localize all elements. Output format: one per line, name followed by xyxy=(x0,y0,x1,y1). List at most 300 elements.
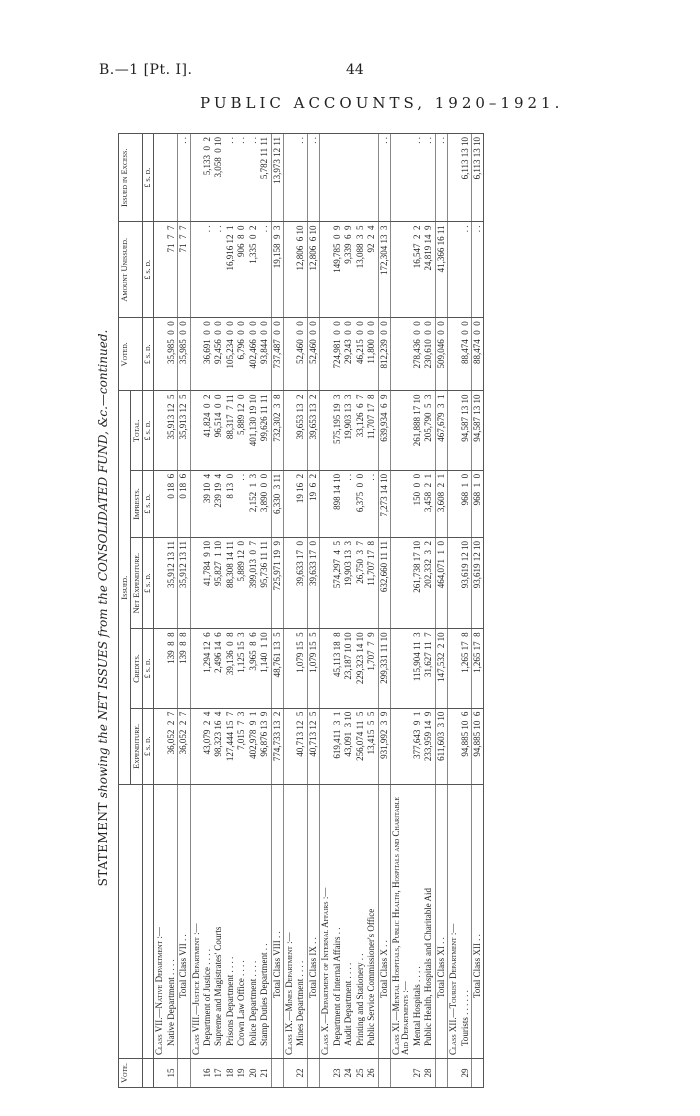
vote-number: 24 xyxy=(343,1059,354,1088)
cell-unis: 71 7 7 xyxy=(166,222,178,318)
cell-exp: 94,885 10 6 xyxy=(460,708,472,784)
cell-cred xyxy=(284,629,296,708)
cell-cred: 1,079 15 5 xyxy=(295,629,307,708)
cell-imp: 968 1 0 xyxy=(460,470,472,537)
cell-net: 261,738 17 10 xyxy=(412,538,423,629)
cell-unis: 1,335 0 2 xyxy=(248,222,259,318)
cell-voted: 11,800 0 0 xyxy=(366,318,378,391)
row-description: Stamp Duties Department . . xyxy=(259,785,271,1059)
cell-tot xyxy=(390,391,411,470)
row-description: Class XII.—Tourist Department :— xyxy=(448,785,460,1059)
cell-unis: 16,547 2 2 xyxy=(412,222,423,318)
currency-label: £ s. d. xyxy=(142,470,153,537)
cell-exc: . . xyxy=(225,134,236,222)
row-description: Total Class VII . . xyxy=(178,785,190,1059)
cell-cred: 1,140 1 10 xyxy=(259,629,271,708)
table-row xyxy=(412,134,423,1088)
cell-tot: 41,824 0 2 xyxy=(202,391,213,470)
total-row xyxy=(472,134,484,1088)
cell-unis xyxy=(390,222,411,318)
cell-net: 39,633 17 0 xyxy=(307,538,319,629)
cell-unis: 92 2 4 xyxy=(366,222,378,318)
currency-label: £ s. d. xyxy=(142,222,153,318)
cell-exc: . . xyxy=(307,134,319,222)
table-row xyxy=(355,134,366,1088)
cell-net: 95,827 1 10 xyxy=(213,538,224,629)
row-description: Tourists . . . . . . xyxy=(460,785,472,1059)
cell-imp: 3,608 2 1 xyxy=(435,470,447,537)
cell-voted: 737,487 0 0 xyxy=(271,318,283,391)
row-description: Class VII.—Native Department :— xyxy=(154,785,166,1059)
cell-exp: 619,411 3 1 xyxy=(332,708,343,784)
cell-exc xyxy=(390,134,411,222)
cell-exc: 5,782 11 11 xyxy=(259,134,271,222)
page-title: PUBLIC ACCOUNTS, 1920–1921. xyxy=(200,94,564,112)
cell-voted: 230,610 0 0 xyxy=(423,318,435,391)
vote-number xyxy=(320,1059,332,1088)
cell-imp: 0 18 6 xyxy=(178,470,190,537)
cell-unis xyxy=(284,222,296,318)
cell-imp xyxy=(390,470,411,537)
cell-imp xyxy=(284,470,296,537)
cell-exc: . . xyxy=(295,134,307,222)
statement-lead: STATEMENT xyxy=(96,801,110,887)
cell-imp: 968 1 0 xyxy=(472,470,484,537)
col-voted: Voted. xyxy=(119,318,143,391)
cell-imp: 6,330 3 11 xyxy=(271,470,283,537)
cell-exp xyxy=(284,708,296,784)
cell-exc: . . xyxy=(378,134,390,222)
cell-cred: 115,904 11 3 xyxy=(412,629,423,708)
cell-tot: 39,653 13 2 xyxy=(295,391,307,470)
col-description xyxy=(119,785,143,1059)
table-row xyxy=(259,134,271,1088)
vote-number: 18 xyxy=(225,1059,236,1088)
cell-tot: 94,587 13 10 xyxy=(472,391,484,470)
cell-imp: 2,152 1 3 xyxy=(248,470,259,537)
cur-blank-1 xyxy=(142,1059,153,1088)
cell-imp xyxy=(154,470,166,537)
cell-net: 5,889 12 0 xyxy=(236,538,247,629)
row-description: Class XI.—Mental Hospitals, Public Health, Hospitals and Charitable Aid Departments :— xyxy=(390,785,411,1059)
cell-tot xyxy=(448,391,460,470)
table-row xyxy=(166,134,178,1088)
cell-exc: . . xyxy=(178,134,190,222)
col-credits: Credits. xyxy=(130,629,142,708)
cell-tot xyxy=(154,391,166,470)
cell-exp xyxy=(190,708,202,784)
row-description: Printing and Stationery . . xyxy=(355,785,366,1059)
cell-net: 93,619 12 10 xyxy=(472,538,484,629)
cell-tot: 467,679 3 1 xyxy=(435,391,447,470)
class-heading-row xyxy=(320,134,332,1088)
vote-number xyxy=(472,1059,484,1088)
cell-exc xyxy=(343,134,354,222)
vote-number: 15 xyxy=(166,1059,178,1088)
cell-net xyxy=(190,538,202,629)
cell-exc: 3,058 0 10 xyxy=(213,134,224,222)
total-row xyxy=(271,134,283,1088)
total-row xyxy=(307,134,319,1088)
cell-unis: 71 7 7 xyxy=(178,222,190,318)
total-row xyxy=(378,134,390,1088)
table-row xyxy=(460,134,472,1088)
cell-exp xyxy=(320,708,332,784)
col-excess: Issued in Excess. xyxy=(119,134,143,222)
row-description: Department of Justice . . . . xyxy=(202,785,213,1059)
cell-cred: 45,113 18 8 xyxy=(332,629,343,708)
col-net-expenditure: Net Expenditure. xyxy=(130,538,142,629)
cell-exp: 402,978 9 1 xyxy=(248,708,259,784)
cell-tot xyxy=(190,391,202,470)
table-row xyxy=(202,134,213,1088)
cell-exc xyxy=(355,134,366,222)
cell-unis: 906 8 0 xyxy=(236,222,247,318)
cell-imp xyxy=(448,470,460,537)
cell-net: 632,660 11 11 xyxy=(378,538,390,629)
cell-voted: 724,981 0 0 xyxy=(332,318,343,391)
cell-voted xyxy=(320,318,332,391)
cell-net: 26,750 3 7 xyxy=(355,538,366,629)
currency-label: £ s. d. xyxy=(142,391,153,470)
table-row xyxy=(423,134,435,1088)
row-description: Native Department . . . . xyxy=(166,785,178,1059)
cur-blank-2 xyxy=(142,785,153,1059)
cell-exp: 96,876 13 9 xyxy=(259,708,271,784)
cell-net: 574,297 4 5 xyxy=(332,538,343,629)
cell-cred: 1,265 17 8 xyxy=(472,629,484,708)
cell-exp: 377,643 9 1 xyxy=(412,708,423,784)
cell-tot: 11,707 17 8 xyxy=(366,391,378,470)
class-heading-row xyxy=(284,134,296,1088)
cell-net xyxy=(320,538,332,629)
row-description: Public Health, Hospitals and Charitable Aid xyxy=(423,785,435,1059)
row-description: Audit Department . . . . xyxy=(343,785,354,1059)
cell-tot xyxy=(320,391,332,470)
cell-exp: 40,713 12 5 xyxy=(295,708,307,784)
cell-cred: 299,331 11 10 xyxy=(378,629,390,708)
cell-unis: 149,785 0 9 xyxy=(332,222,343,318)
vote-number: 27 xyxy=(412,1059,423,1088)
cell-imp: 150 0 0 xyxy=(412,470,423,537)
vote-number xyxy=(378,1059,390,1088)
cell-exc: 6,113 13 10 xyxy=(472,134,484,222)
class-heading-row xyxy=(390,134,411,1088)
cell-exp: 611,603 3 10 xyxy=(435,708,447,784)
cell-exp: 774,733 13 2 xyxy=(271,708,283,784)
vote-number xyxy=(284,1059,296,1088)
cell-exc xyxy=(284,134,296,222)
col-unissued: Amount Unissued. xyxy=(119,222,143,318)
vote-number: 28 xyxy=(423,1059,435,1088)
cell-exc: . . xyxy=(412,134,423,222)
cell-unis: 13,088 3 5 xyxy=(355,222,366,318)
cell-exc: . . xyxy=(236,134,247,222)
cell-voted: 93,844 0 0 xyxy=(259,318,271,391)
cell-voted xyxy=(154,318,166,391)
col-vote: Vote. xyxy=(119,1059,143,1088)
row-description: Public Service Commissioner's Office xyxy=(366,785,378,1059)
cell-tot: 732,302 3 8 xyxy=(271,391,283,470)
cell-imp xyxy=(320,470,332,537)
cell-cred: 48,761 13 5 xyxy=(271,629,283,708)
page-number: 44 xyxy=(346,62,364,78)
row-description: Total Class IX . . xyxy=(307,785,319,1059)
cell-imp: 3,890 0 0 xyxy=(259,470,271,537)
cell-tot: 33,126 6 7 xyxy=(355,391,366,470)
cell-cred: 147,532 2 10 xyxy=(435,629,447,708)
table-row xyxy=(332,134,343,1088)
vote-number: 25 xyxy=(355,1059,366,1088)
table-row xyxy=(366,134,378,1088)
row-description: Mental Hospitals . . . . xyxy=(412,785,423,1059)
cell-tot: 639,934 6 9 xyxy=(378,391,390,470)
col-issued: Issued. xyxy=(119,391,131,785)
cell-net xyxy=(284,538,296,629)
cell-net: 39,633 17 0 xyxy=(295,538,307,629)
cell-exp: 40,713 12 5 xyxy=(307,708,319,784)
cell-unis: 12,806 6 10 xyxy=(295,222,307,318)
cell-voted: 46,215 0 0 xyxy=(355,318,366,391)
cell-cred: 1,125 15 3 xyxy=(236,629,247,708)
cell-voted: 52,460 0 0 xyxy=(295,318,307,391)
vote-number: 20 xyxy=(248,1059,259,1088)
vote-number xyxy=(271,1059,283,1088)
cell-imp: 239 19 4 xyxy=(213,470,224,537)
cell-unis xyxy=(320,222,332,318)
cell-cred: 23,187 10 10 xyxy=(343,629,354,708)
vote-number: 26 xyxy=(366,1059,378,1088)
row-description: Class VIII.—Justice Department :— xyxy=(190,785,202,1059)
page-header-ref: B.—1 [Pt. I]. xyxy=(99,62,193,78)
cell-net: 35,912 13 11 xyxy=(166,538,178,629)
cell-voted xyxy=(284,318,296,391)
cell-imp: 898 14 10 xyxy=(332,470,343,537)
cell-cred: 31,627 11 7 xyxy=(423,629,435,708)
row-description: Total Class VIII . . xyxy=(271,785,283,1059)
vote-number: 21 xyxy=(259,1059,271,1088)
currency-label: £ s. d. xyxy=(142,629,153,708)
cell-imp: . . xyxy=(343,470,354,537)
cell-tot: 401,130 19 10 xyxy=(248,391,259,470)
cell-voted: 402,466 0 0 xyxy=(248,318,259,391)
cell-tot: 94,587 13 10 xyxy=(460,391,472,470)
cell-net: 41,784 9 10 xyxy=(202,538,213,629)
cell-imp: 7,273 14 10 xyxy=(378,470,390,537)
vote-number xyxy=(390,1059,411,1088)
cell-voted: 35,985 0 0 xyxy=(178,318,190,391)
cell-exp xyxy=(448,708,460,784)
cell-tot: 88,317 7 11 xyxy=(225,391,236,470)
cell-imp xyxy=(190,470,202,537)
row-description: Department of Internal Affairs . . xyxy=(332,785,343,1059)
cell-unis: . . xyxy=(202,222,213,318)
col-total: Total. xyxy=(130,391,142,470)
cell-exc xyxy=(366,134,378,222)
currency-label: £ s. d. xyxy=(142,708,153,784)
cell-tot: 19,903 13 3 xyxy=(343,391,354,470)
cell-unis: 24,819 14 9 xyxy=(423,222,435,318)
cell-voted: 812,239 0 0 xyxy=(378,318,390,391)
cell-voted: 29,243 0 0 xyxy=(343,318,354,391)
cell-voted: 509,046 0 0 xyxy=(435,318,447,391)
cell-cred: 2,496 14 6 xyxy=(213,629,224,708)
cell-exc xyxy=(166,134,178,222)
cell-exc xyxy=(190,134,202,222)
cell-exp: 13,415 5 5 xyxy=(366,708,378,784)
cell-voted: 92,456 0 0 xyxy=(213,318,224,391)
cell-net: 202,332 3 2 xyxy=(423,538,435,629)
cell-exp: 256,074 11 5 xyxy=(355,708,366,784)
cell-exc: 13,973 12 11 xyxy=(271,134,283,222)
cell-exc: . . xyxy=(423,134,435,222)
cell-voted: 88,474 0 0 xyxy=(460,318,472,391)
row-description: Police Department . . . . xyxy=(248,785,259,1059)
cell-tot: 575,195 19 3 xyxy=(332,391,343,470)
cell-voted xyxy=(390,318,411,391)
cell-voted: 52,460 0 0 xyxy=(307,318,319,391)
cell-cred xyxy=(390,629,411,708)
class-heading-row xyxy=(448,134,460,1088)
table-row xyxy=(213,134,224,1088)
col-expenditure: Expenditure. xyxy=(130,708,142,784)
cell-net: 19,903 13 3 xyxy=(343,538,354,629)
row-description: Class X.—Department of Internal Affairs :— xyxy=(320,785,332,1059)
vote-number xyxy=(307,1059,319,1088)
cell-net: 11,707 17 8 xyxy=(366,538,378,629)
cell-tot xyxy=(284,391,296,470)
cell-unis: . . xyxy=(259,222,271,318)
row-description: Crown Law Office . . . . xyxy=(236,785,247,1059)
statement-text: showing the NET ISSUES from the CONSOLIDATED FUND, &c.— xyxy=(96,394,110,802)
cell-exc xyxy=(332,134,343,222)
cell-net: 464,071 1 0 xyxy=(435,538,447,629)
cell-net xyxy=(390,538,411,629)
row-description: Supreme and Magistrates' Courts xyxy=(213,785,224,1059)
cell-exp xyxy=(154,708,166,784)
cell-cred: 139 8 8 xyxy=(178,629,190,708)
cell-exp: 931,992 3 9 xyxy=(378,708,390,784)
table-row xyxy=(225,134,236,1088)
cell-unis xyxy=(190,222,202,318)
cell-exc: . . xyxy=(435,134,447,222)
cell-unis: 16,916 12 1 xyxy=(225,222,236,318)
cell-net: 88,308 14 11 xyxy=(225,538,236,629)
cell-exc xyxy=(154,134,166,222)
cell-net: 399,013 0 7 xyxy=(248,538,259,629)
cell-exp: 36,052 2 7 xyxy=(178,708,190,784)
cell-exp: 7,015 7 3 xyxy=(236,708,247,784)
cell-exp: 127,444 15 7 xyxy=(225,708,236,784)
cell-imp: 39 10 4 xyxy=(202,470,213,537)
cell-imp: 19 16 2 xyxy=(295,470,307,537)
cell-voted: 88,474 0 0 xyxy=(472,318,484,391)
col-imprests: Imprests. xyxy=(130,470,142,537)
cell-exp: 43,091 3 10 xyxy=(343,708,354,784)
row-description: Total Class X . . xyxy=(378,785,390,1059)
currency-label: £ s. d. xyxy=(142,538,153,629)
vote-number: 29 xyxy=(460,1059,472,1088)
cell-unis: . . xyxy=(472,222,484,318)
vote-number: 16 xyxy=(202,1059,213,1088)
cell-exc xyxy=(448,134,460,222)
cell-exc: . . xyxy=(248,134,259,222)
cell-tot: 35,913 12 5 xyxy=(166,391,178,470)
cell-unis: 12,806 6 10 xyxy=(307,222,319,318)
cell-cred: 39,136 0 8 xyxy=(225,629,236,708)
cell-exc: 5,133 0 2 xyxy=(202,134,213,222)
total-row xyxy=(435,134,447,1088)
vote-number: 19 xyxy=(236,1059,247,1088)
cell-unis: 19,158 9 3 xyxy=(271,222,283,318)
vote-number: 22 xyxy=(295,1059,307,1088)
cell-voted: 105,234 0 0 xyxy=(225,318,236,391)
cell-imp: 0 18 6 xyxy=(166,470,178,537)
class-heading-row xyxy=(154,134,166,1088)
cell-cred: 3,965 8 6 xyxy=(248,629,259,708)
table-body xyxy=(154,134,484,1088)
vote-number xyxy=(178,1059,190,1088)
cell-imp: 19 6 2 xyxy=(307,470,319,537)
table-row xyxy=(343,134,354,1088)
cell-cred: 1,707 7 9 xyxy=(366,629,378,708)
row-description: Total Class XI . . xyxy=(435,785,447,1059)
cell-unis: 172,304 13 3 xyxy=(378,222,390,318)
cell-exp: 94,885 10 6 xyxy=(472,708,484,784)
cell-tot: 99,626 11 11 xyxy=(259,391,271,470)
vote-number xyxy=(435,1059,447,1088)
cell-net xyxy=(448,538,460,629)
currency-label: £ s. d. xyxy=(142,134,153,222)
cell-cred: 229,323 14 10 xyxy=(355,629,366,708)
cell-net: 93,619 12 10 xyxy=(460,538,472,629)
cell-cred: 1,079 15 5 xyxy=(307,629,319,708)
vote-number xyxy=(154,1059,166,1088)
cell-unis: 41,366 16 11 xyxy=(435,222,447,318)
cell-exp: 43,079 2 4 xyxy=(202,708,213,784)
cell-voted xyxy=(448,318,460,391)
cell-cred xyxy=(154,629,166,708)
cell-net xyxy=(154,538,166,629)
cell-voted: 278,436 0 0 xyxy=(412,318,423,391)
cell-voted: 6,796 0 0 xyxy=(236,318,247,391)
cell-voted: 36,691 0 0 xyxy=(202,318,213,391)
cell-tot: 35,913 12 5 xyxy=(178,391,190,470)
cell-voted xyxy=(190,318,202,391)
vote-number xyxy=(448,1059,460,1088)
statement-continued: continued. xyxy=(96,329,110,395)
table-row xyxy=(295,134,307,1088)
cell-exp: 233,959 14 9 xyxy=(423,708,435,784)
cell-cred: 139 8 8 xyxy=(166,629,178,708)
cell-cred xyxy=(448,629,460,708)
row-description: Total Class XII . . xyxy=(472,785,484,1059)
cell-exp: 36,052 2 7 xyxy=(166,708,178,784)
rotated-statement xyxy=(94,128,544,1088)
cell-imp: 8 13 0 xyxy=(225,470,236,537)
vote-number xyxy=(190,1059,202,1088)
cell-unis: . . xyxy=(213,222,224,318)
cell-exp: 98,323 16 4 xyxy=(213,708,224,784)
cell-unis: 9,339 6 9 xyxy=(343,222,354,318)
cell-tot: 39,653 13 2 xyxy=(307,391,319,470)
cell-unis: . . xyxy=(460,222,472,318)
cell-tot: 205,790 5 3 xyxy=(423,391,435,470)
cell-tot: 5,889 12 0 xyxy=(236,391,247,470)
cell-imp: . . xyxy=(236,470,247,537)
statement-caption xyxy=(96,138,110,1078)
cell-imp: 3,458 2 1 xyxy=(423,470,435,537)
